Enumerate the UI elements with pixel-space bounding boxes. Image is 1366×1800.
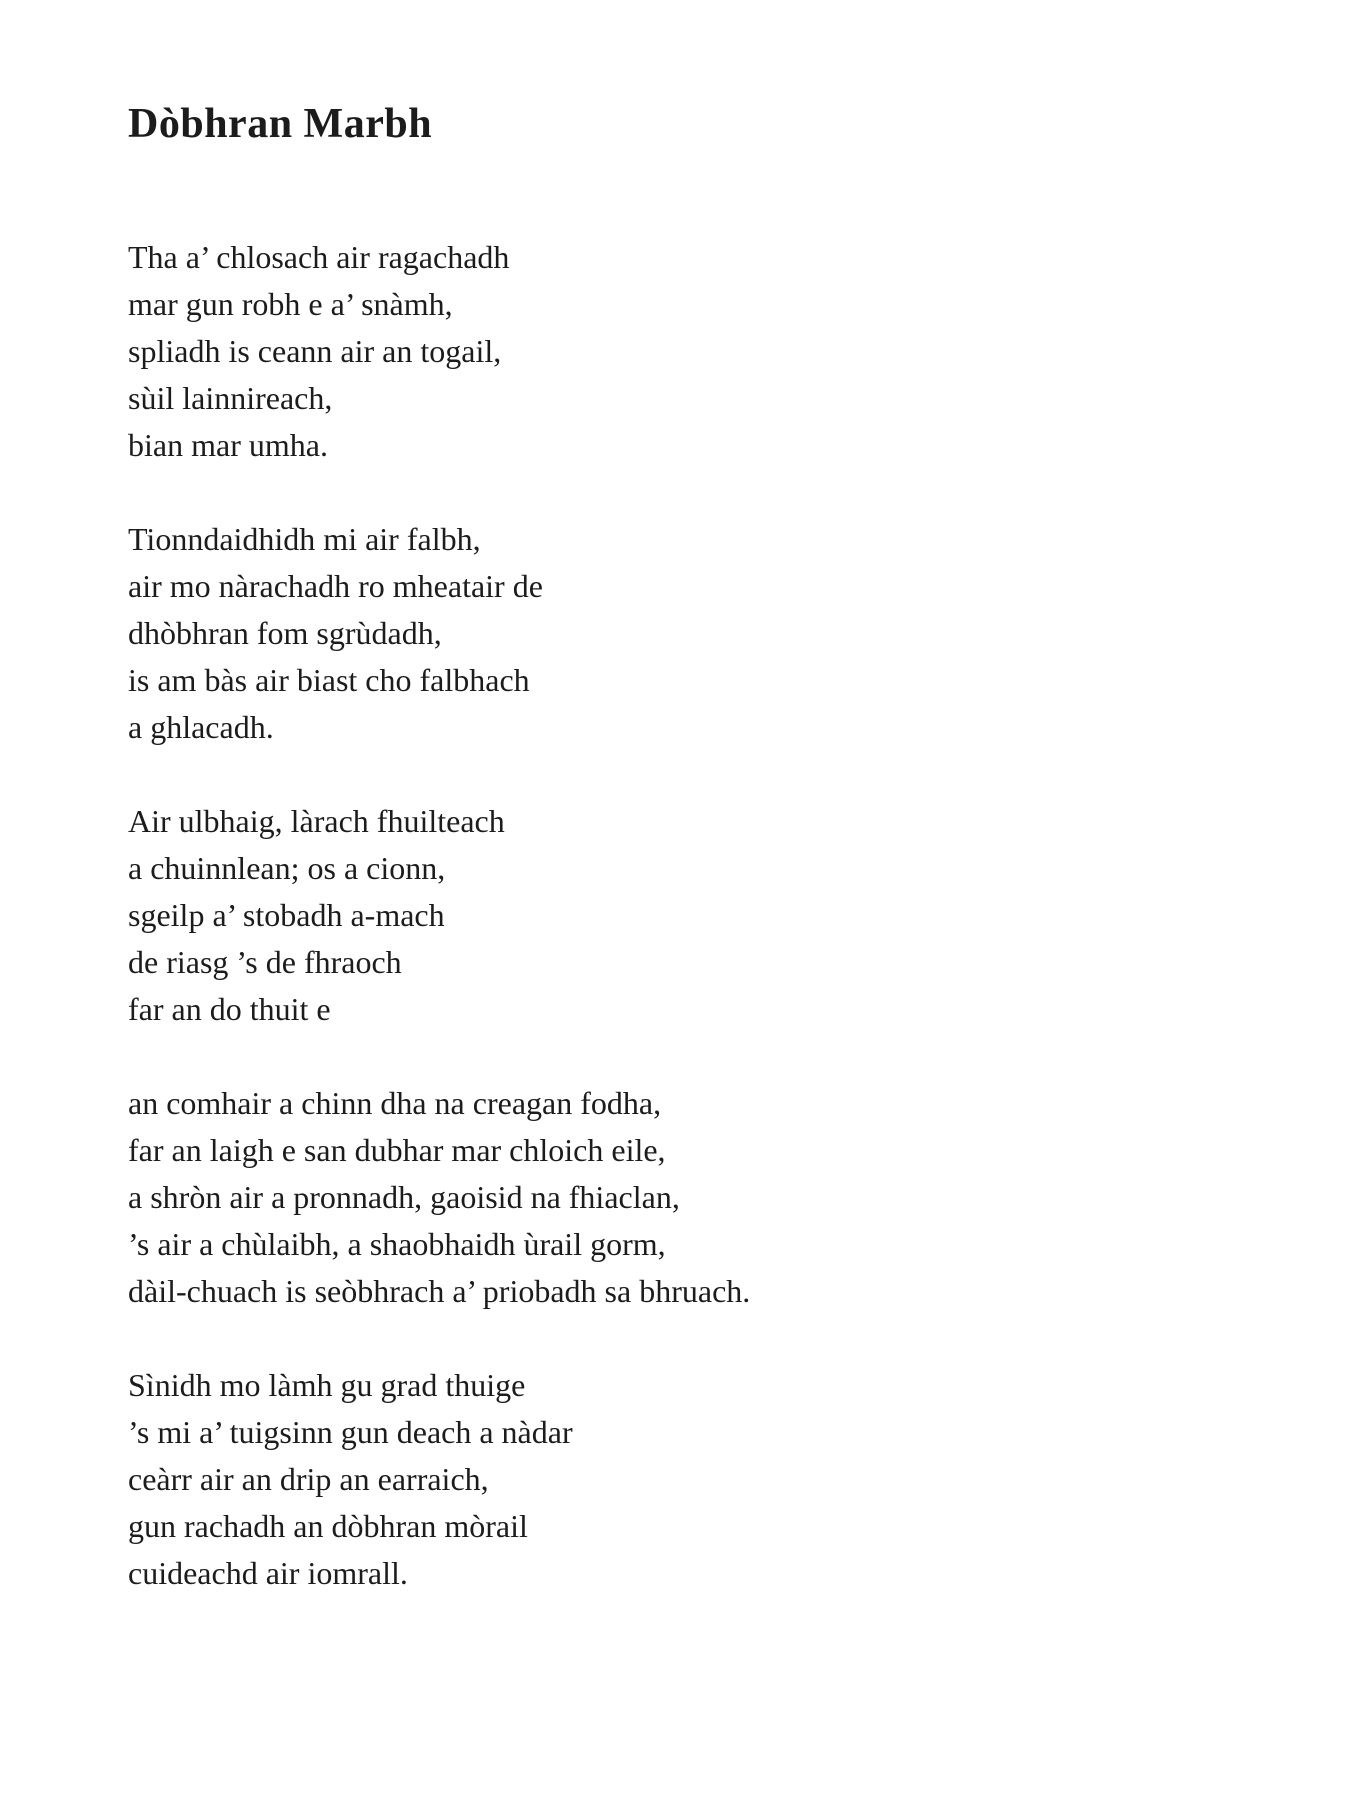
poem-line: Air ulbhaig, làrach fhuilteach <box>128 803 505 839</box>
poem-line: mar gun robh e a’ snàmh, <box>128 286 453 322</box>
poem-line: Tionndaidhidh mi air falbh, <box>128 521 481 557</box>
poem-line: a ghlacadh. <box>128 709 274 745</box>
stanza <box>128 1080 1276 1315</box>
poem-line: sgeilp a’ stobadh a-mach <box>128 897 445 933</box>
poem-line: a shròn air a pronnadh, gaoisid na fhiaclan, <box>128 1179 680 1215</box>
poem-line: air mo nàrachadh ro mheatair de <box>128 568 543 604</box>
poem-line: ’s mi a’ tuigsinn gun deach a nàdar <box>128 1414 573 1450</box>
poem-line: far an laigh e san dubhar mar chloich eile, <box>128 1132 666 1168</box>
poem-line: a chuinnlean; os a cionn, <box>128 850 446 886</box>
poem-line: an comhair a chinn dha na creagan fodha, <box>128 1085 662 1121</box>
poem-title: Dòbhran Marbh <box>128 101 433 147</box>
poem-line: ceàrr air an drip an earraich, <box>128 1461 489 1497</box>
poem-line: dhòbhran fom sgrùdadh, <box>128 615 442 651</box>
stanza <box>128 798 1276 1033</box>
stanza <box>128 516 1276 751</box>
poem-line: spliadh is ceann air an togail, <box>128 333 502 369</box>
poem-line: Sìnidh mo làmh gu grad thuige <box>128 1367 526 1403</box>
poem-line: de riasg ’s de fhraoch <box>128 944 402 980</box>
poem-line: far an do thuit e <box>128 991 331 1027</box>
poem-line: dàil-chuach is seòbhrach a’ priobadh sa bhruach. <box>128 1273 751 1309</box>
poem-line: ’s air a chùlaibh, a shaobhaidh ùrail gorm, <box>128 1226 666 1262</box>
poem-line: cuideachd air iomrall. <box>128 1555 408 1591</box>
stanza <box>128 1362 1276 1597</box>
poem <box>128 234 1276 1597</box>
stanza <box>128 234 1276 469</box>
poem-line: bian mar umha. <box>128 427 328 463</box>
poem-line: is am bàs air biast cho falbhach <box>128 662 530 698</box>
poem-line: Tha a’ chlosach air ragachadh <box>128 239 510 275</box>
poem-line: gun rachadh an dòbhran mòrail <box>128 1508 528 1544</box>
poem-line: sùil lainnireach, <box>128 380 333 416</box>
